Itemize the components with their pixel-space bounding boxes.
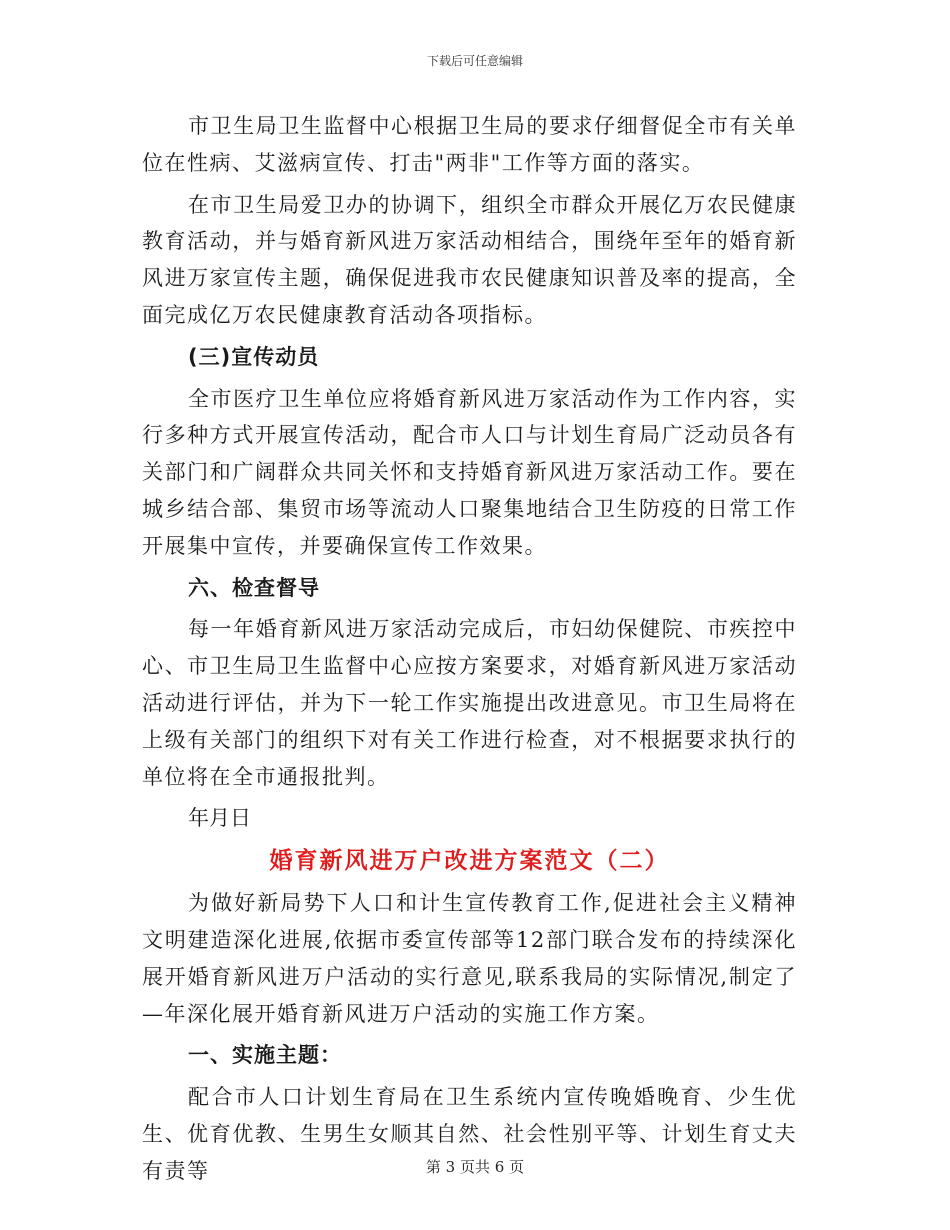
paragraph-intro: 为做好新局势下人口和计生宣传教育工作,促进社会主义精神文明建造深化进展,依据市委宣传部等12部门联合发布的持续深化展开婚育新风进万户活动的实行意见,联系我局的实际情况,制定了—年深化展开婚育新风进万户活动的实施工作方案。 xyxy=(142,891,797,1026)
section-heading-theme: 一、实施主题： xyxy=(188,1043,342,1068)
paragraph-health-education: 在市卫生局爱卫办的协调下，组织全市群众开展亿万农民健康教育活动，并与婚育新风进万家活动相结合，围绕年至年的婚育新风进万家宣传主题，确保促进我市农民健康知识普及率的提高，全面完成亿万农民健康教育活动各项指标。 xyxy=(142,192,797,327)
section-heading-publicity: (三)宣传动员 xyxy=(188,344,320,369)
page-header: 下载后可任意编辑 xyxy=(426,54,523,68)
paragraph-inspection: 每一年婚育新风进万家活动完成后，市妇幼保健院、市疾控中心、市卫生局卫生监督中心应按方案要求，对婚育新风进万家活动活动进行评估，并为下一轮工作实施提出改进意见。市卫生局将在上级有关部门的组织下对有关工作进行检查，对不根据要求执行的单位将在全市通报批判。 xyxy=(142,617,797,789)
document-body xyxy=(142,108,797,1195)
paragraph-supervision: 市卫生局卫生监督中心根据卫生局的要求仔细督促全市有关单位在性病、艾滋病宣传、打击"两非"工作等方面的落实。 xyxy=(142,114,797,175)
paragraph-theme: 配合市人口计划生育局在卫生系统内宣传晚婚晚育、少生优生、优育优教、生男生女顺其自然、社会性别平等、计划生育丈夫有责等 xyxy=(142,1085,797,1183)
document-title: 婚育新风进万户改进方案范文（二） xyxy=(269,848,670,875)
page-footer: 第 3 页共 6 页 xyxy=(425,1158,525,1176)
paragraph-publicity: 全市医疗卫生单位应将婚育新风进万家活动作为工作内容，实行多种方式开展宣传活动，配合市人口与计划生育局广泛动员各有关部门和广阔群众共同关怀和支持婚育新风进万家活动工作。要在城乡结合部、集贸市场等流动人口聚集地结合卫生防疫的日常工作开展集中宣传，并要确保宣传工作效果。 xyxy=(142,386,797,558)
section-heading-inspection: 六、检查督导 xyxy=(188,575,320,600)
date-line: 年月日 xyxy=(188,806,251,831)
